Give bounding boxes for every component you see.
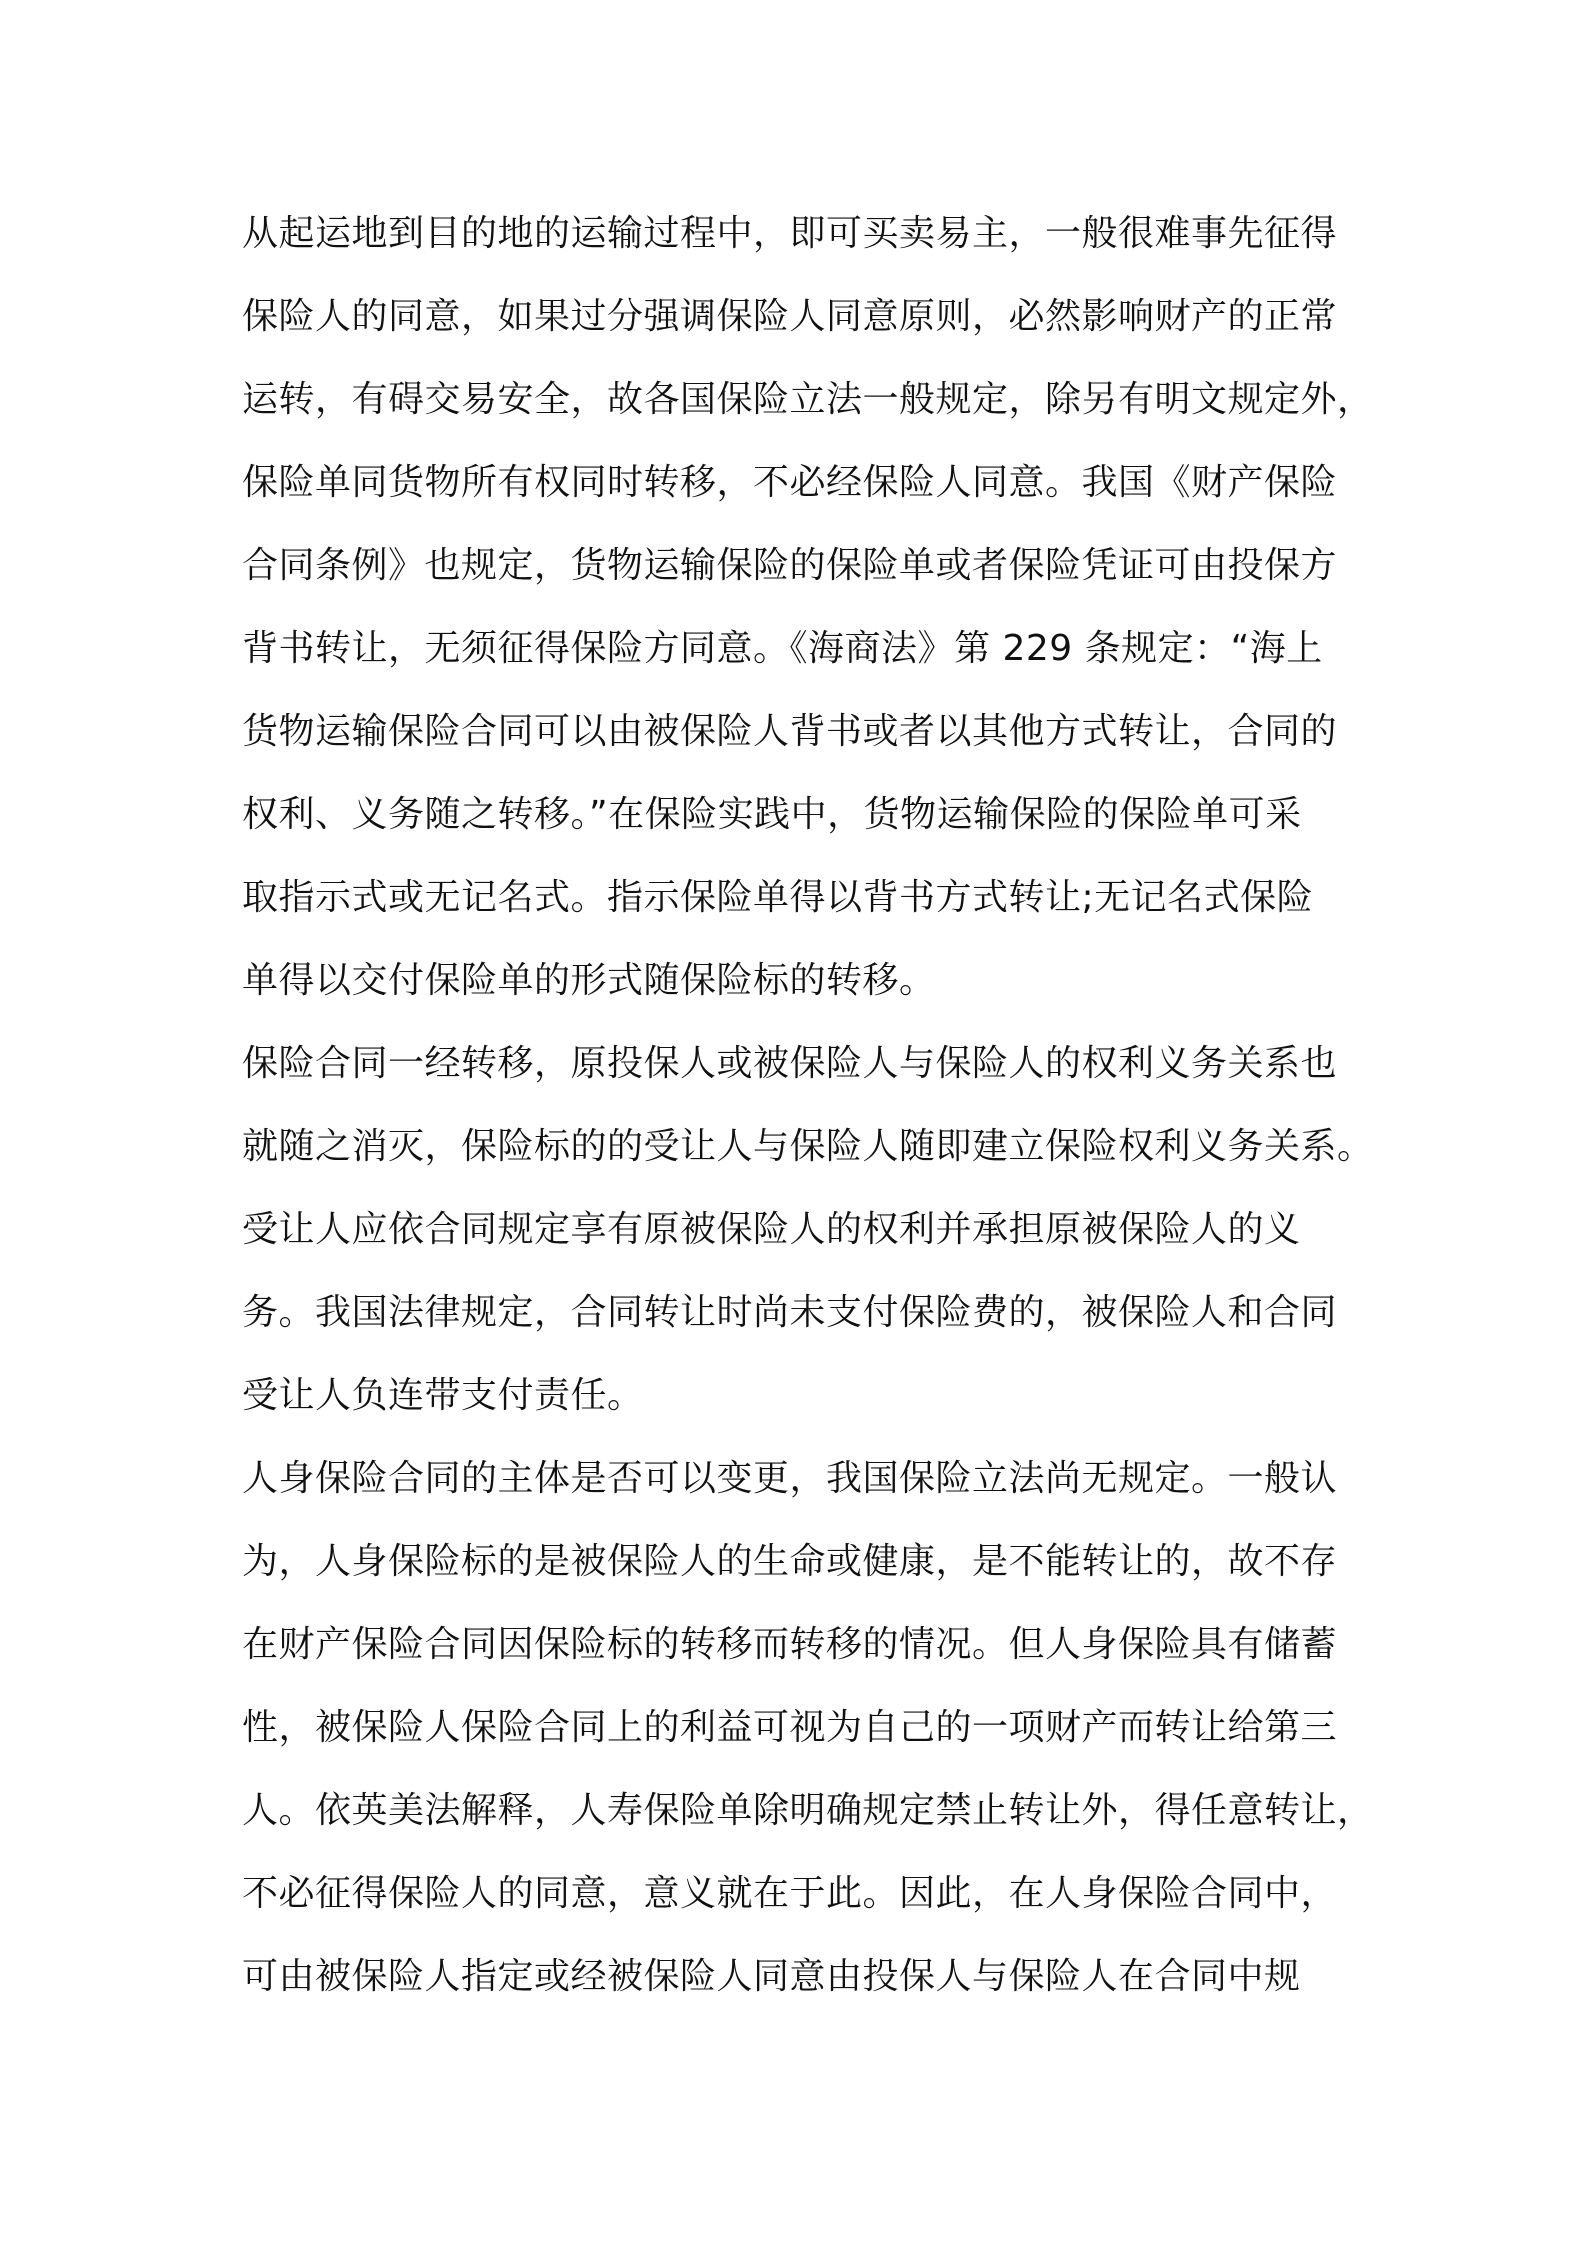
text-line: 从起运地到目的地的运输过程中，即可买卖易主，一般很难事先征得 (242, 213, 1338, 254)
text-line: 为，人身保险标的是被保险人的生命或健康，是不能转让的，故不存 (242, 1541, 1338, 1582)
text-line: 就随之消灭，保险标的的受让人与保险人随即建立保险权利义务关系。 (242, 1126, 1374, 1167)
text-line: 保险单同货物所有权同时转移，不必经保险人同意。我国《财产保险 (242, 462, 1338, 503)
paragraph-cargo-insurance-transfer (242, 192, 1374, 1022)
text-line: 保险人的同意，如果过分强调保险人同意原则，必然影响财产的正常 (242, 296, 1338, 337)
text-line: 人。依英美法解释，人寿保险单除明确规定禁止转让外，得任意转让， (242, 1790, 1374, 1831)
text-line: 货物运输保险合同可以由被保险人背书或者以其他方式转让，合同的 (242, 711, 1338, 752)
text-line: 受让人负连带支付责任。 (242, 1375, 644, 1416)
text-line: 权利、义务随之转移。”在保险实践中，货物运输保险的保险单可采 (242, 794, 1302, 835)
text-line: 取指示式或无记名式。指示保险单得以背书方式转让;无记名式保险 (242, 877, 1314, 918)
text-line: 受让人应依合同规定享有原被保险人的权利并承担原被保险人的义 (242, 1209, 1301, 1250)
text-line: 运转，有碍交易安全，故各国保险立法一般规定，除另有明文规定外， (242, 379, 1374, 420)
text-line: 性，被保险人保险合同上的利益可视为自己的一项财产而转让给第三 (242, 1707, 1338, 1748)
text-line: 单得以交付保险单的形式随保险标的转移。 (242, 960, 936, 1001)
paragraph-contract-transfer-effect (242, 1022, 1374, 1437)
document-body (242, 192, 1374, 2018)
text-line: 在财产保险合同因保险标的转移而转移的情况。但人身保险具有储蓄 (242, 1624, 1338, 1665)
paragraph-life-insurance-subject (242, 1437, 1374, 2018)
text-line: 可由被保险人指定或经被保险人同意由投保人与保险人在合同中规 (242, 1956, 1301, 1997)
text-line: 合同条例》也规定，货物运输保险的保险单或者保险凭证可由投保方 (242, 545, 1338, 586)
text-line: 人身保险合同的主体是否可以变更，我国保险立法尚无规定。一般认 (242, 1458, 1338, 1499)
text-line: 务。我国法律规定，合同转让时尚未支付保险费的，被保险人和合同 (242, 1292, 1338, 1333)
text-line: 不必征得保险人的同意，意义就在于此。因此，在人身保险合同中， (242, 1873, 1338, 1914)
text-line: 保险合同一经转移，原投保人或被保险人与保险人的权利义务关系也 (242, 1043, 1338, 1084)
text-line: 背书转让，无须征得保险方同意。《海商法》第 229 条规定：“海上 (242, 628, 1323, 669)
